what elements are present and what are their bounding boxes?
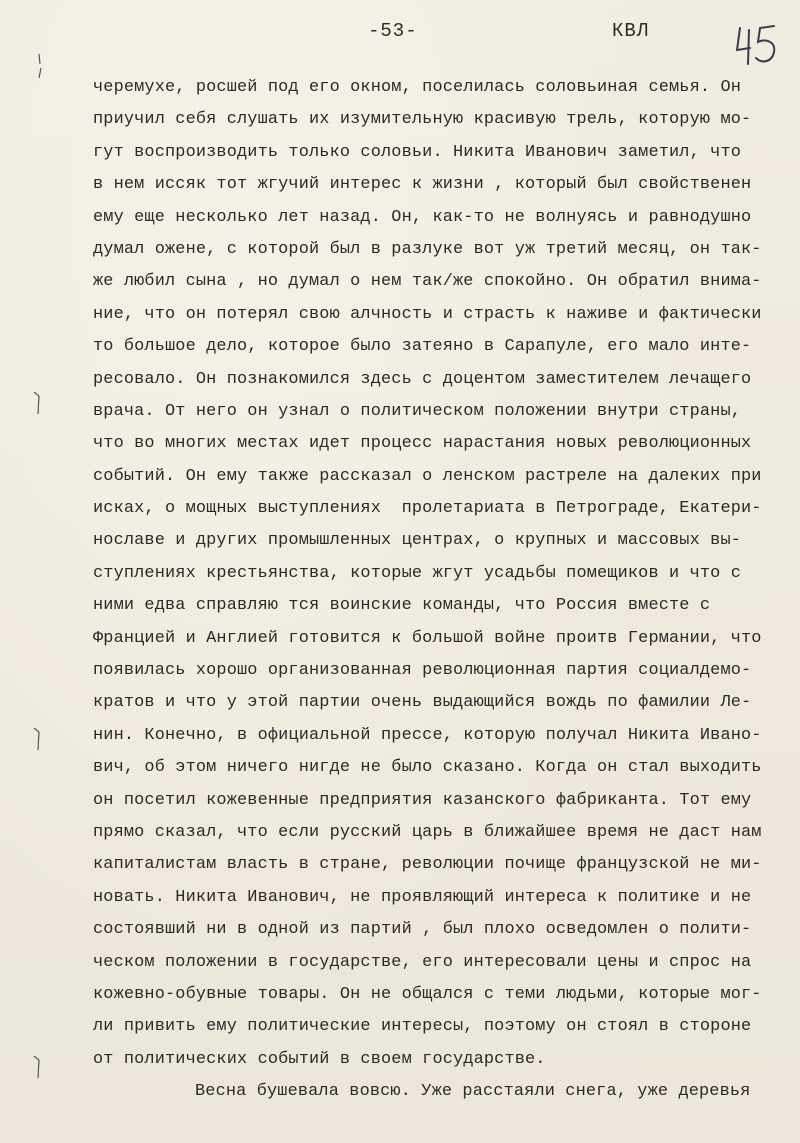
text-line: появилась хорошо организованная революционная партия социалдемо- [93,661,752,681]
margin-tick-mark [33,1054,43,1082]
text-line: что во многих местах идет процесс нарастания новых революционных [93,434,752,454]
text-line: ними едва справляю тся воинские команды, что Россия вместе с [93,596,711,616]
text-line: кожевно-обувные товары. Он не общался с теми людьми, которые мог- [93,984,762,1004]
text-line: он посетил кожевенные предприятия казанского фабриканта. Тот ему [93,790,752,810]
text-line: состоявший ни в одной из партий , был плохо осведомлен о полити- [93,920,752,940]
text-line: в нем иссяк тот жгучий интерес к жизни , который был свойственен [93,175,752,195]
text-line: думал ожене, с которой был в разлуке вот уж третий месяц, он так- [93,239,762,259]
text-line: Весна бушевала вовсю. Уже расстаяли снега, уже деревья [195,1082,751,1102]
margin-tick-mark [33,390,43,418]
text-line: ние, что он потерял свою алчность и страсть к наживе и фактически [93,304,762,324]
text-line: черемухе, росшей под его окном, поселилась соловьиная семья. Он [93,78,742,97]
text-line: ческом положении в государстве, его интересовали цены и спрос на [93,952,752,972]
text-line: капиталистам власть в стране, революции почище французской не ми- [93,855,762,875]
text-line: ступлениях крестьянства, которые жгут усадьбы помещиков и что с [93,563,742,583]
text-line: ему еще несколько лет назад. Он, как-то не волнуясь и равнодушно [93,207,752,227]
text-line: от политических событий в своем государстве. [93,1049,546,1069]
margin-tick-mark [35,52,45,80]
text-line: приучил себя слушать их изумительную красивую трель, которую мо- [93,110,752,130]
page-number: -53- [368,20,418,42]
text-line: вич, об этом ничего нигде не было сказано. Когда он стал выходить [93,758,762,778]
text-line: гут воспроизводить только соловьи. Никита Иванович заметил, что [93,142,742,162]
text-line: ли привить ему политические интересы, поэтому он стоял в стороне [93,1017,752,1037]
text-line: врача. От него он узнал о политическом положении внутри страны, [93,401,742,421]
text-line: нин. Конечно, в официальной прессе, которую получал Никита Ивано- [93,725,762,745]
text-line: то большое дело, которое было затеяно в Сарапуле, его мало инте- [93,337,752,357]
text-line: ресовало. Он познакомился здесь с доцентом заместителем лечащего [93,369,752,389]
text-line: прямо сказал, что если русский царь в ближайшее время не даст нам [93,822,762,842]
document-code: КВЛ [612,20,650,42]
typewritten-body [78,72,762,1109]
margin-tick-mark [33,726,43,754]
handwritten-page-number [734,20,782,70]
text-line: событий. Он ему также рассказал о ленском растреле на далеких при [93,466,762,486]
text-line: новать. Никита Иванович, не проявляющий интереса к политике и не [93,887,752,907]
text-line: кратов и что у этой партии очень выдающийся вождь по фамилии Ле- [93,693,752,713]
text-line: Францией и Англией готовится к большой войне проитв Германии, что [93,628,762,648]
text-line: же любил сына , но думал о нем так/же спокойно. Он обратил внима- [93,272,762,292]
text-line: исках, о мощных выступлениях пролетариата в Петрограде, Екатери- [93,499,762,519]
text-line: нославе и других промышленных центрах, о крупных и массовых вы- [93,531,742,551]
